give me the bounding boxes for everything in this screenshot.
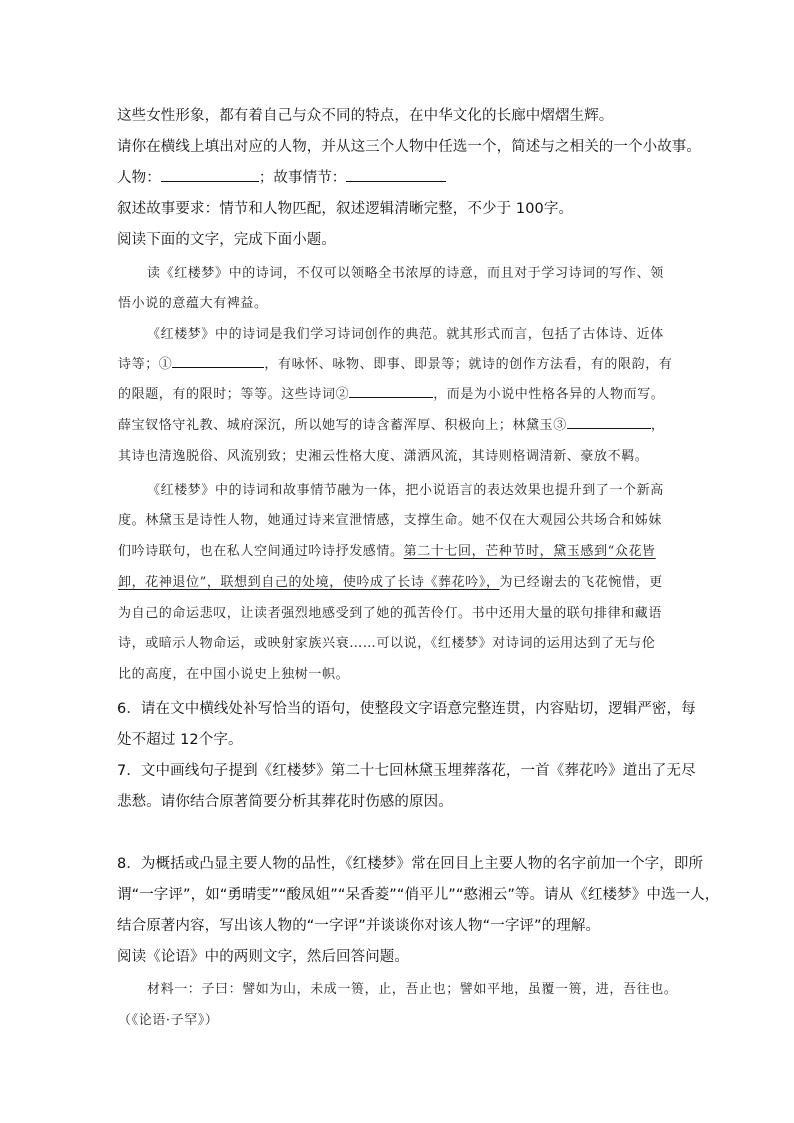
passage-p3-line-7: 比的高度，在中国小说史上独树一帜。 bbox=[118, 667, 350, 682]
question-6-line-2: 处不超过 12个字。 bbox=[117, 732, 243, 748]
question-8-line-1: 8．为概括或凸显主要人物的品性，《红楼梦》常在回目上主要人物的名字前加一个字，即所 bbox=[117, 856, 704, 872]
requirement-line: 叙述故事要求：情节和人物匹配，叙述逻辑清晰完整，不少于 100字。 bbox=[117, 201, 574, 217]
passage-p3-line-4 bbox=[118, 571, 663, 590]
material-1-line-1: 材料一：子曰：譬如为山，未成一篑，止，吾止也；譬如平地，虽覆一篑，进，吾往也。 bbox=[147, 982, 678, 997]
question-7-line-1: 7．文中画线句子提到《红楼梦》第二十七回林黛玉埋葬落花，一首《葬花吟》道出了无尽 bbox=[117, 763, 696, 779]
material-1-source: （《论语·子罕》） bbox=[118, 1013, 219, 1028]
passage-p3-line-2: 度。林黛玉是诗性人物，她通过诗来宣泄情感，支撑生命。她不仅在大观园公共场合和姊妹 bbox=[118, 513, 663, 528]
passage-p3-line-3 bbox=[118, 540, 656, 559]
question-7-line-2: 悲愁。请你结合原著简要分析其葬花时伤感的原因。 bbox=[117, 794, 453, 810]
passage-p1-line-1: 读《红楼梦》中的诗词，不仅可以领略全书浓厚的诗意，而且对于学习诗词的写作、领 bbox=[147, 266, 664, 281]
story-label: ；故事情节： bbox=[258, 170, 347, 186]
person-blank[interactable] bbox=[161, 167, 259, 182]
passage-p1-line-2: 悟小说的意蕴大有裨益。 bbox=[118, 296, 268, 311]
passage-p3-line-1: 《红楼梦》中的诗词和故事情节融为一体，把小说语言的表达效果也提升到了一个新高 bbox=[147, 483, 664, 498]
passage-p2-line-4 bbox=[118, 414, 664, 433]
passage-p2-line-5: 其诗也清逸脱俗、风流别致；史湘云性格大度、潇洒风流，其诗则格调清新、豪放不羁。 bbox=[118, 449, 649, 464]
passage-p3-line-6: 诗，或暗示人物命运，或映射家族兴衰……可以说，《红楼梦》对诗词的运用达到了无与伦 bbox=[118, 636, 656, 651]
question-8-line-2: 谓“一字评”，如“勇晴雯”“酸凤姐”“呆香菱”“俏平儿”“憨湘云”等。请从《红楼梦》中选一人， bbox=[117, 887, 720, 903]
text-segment: 为已经谢去的飞花惋惜，更 bbox=[499, 575, 663, 590]
read-prompt-2: 阅读《论语》中的两则文字，然后回答问题。 bbox=[117, 949, 409, 965]
intro-line-1: 这些女性形象，都有着自己与众不同的特点，在中华文化的长廊中熠熠生辉。 bbox=[117, 108, 614, 124]
text-segment: 薛宝钗恪守礼教、城府深沉，所以她写的诗含蓄浑厚、积极向上；林黛玉③ bbox=[118, 418, 567, 433]
text-segment: 们吟诗联句，也在私人空间通过吟诗抒发感情。 bbox=[118, 544, 404, 559]
text-segment: ， bbox=[650, 418, 665, 433]
passage-p2-line-1: 《红楼梦》中的诗词是我们学习诗词创作的典范。就其形式而言，包括了古体诗、近体 bbox=[147, 327, 664, 342]
story-blank[interactable] bbox=[346, 167, 446, 182]
text-segment: ，而是为小说中性格各异的人物而写。 bbox=[433, 387, 665, 402]
blank-2[interactable] bbox=[349, 383, 433, 398]
underlined-sentence: 第二十七回，芒种节时，黛玉感到“众花皆 bbox=[403, 544, 656, 559]
underlined-sentence: 卸，花神退位”，联想到自己的处境，使吟成了长诗《葬花吟》， bbox=[118, 575, 500, 590]
blank-3[interactable] bbox=[567, 414, 651, 429]
intro-line-2: 请你在横线上填出对应的人物，并从这三个人物中任选一个，简述与之相关的一个小故事。 bbox=[117, 139, 701, 155]
question-6-line-1: 6．请在文中横线处补写恰当的语句，使整段文字语意完整连贯，内容贴切，逻辑严密，每 bbox=[117, 701, 696, 717]
passage-p3-line-5: 为自己的命运悲叹，让读者强烈地感受到了她的孤苦伶仃。书中还用大量的联句排律和藏语 bbox=[118, 606, 663, 621]
passage-p2-line-2 bbox=[118, 353, 672, 372]
person-label: 人物： bbox=[117, 170, 161, 186]
person-story-line bbox=[117, 166, 446, 187]
text-segment: 诗等；① bbox=[118, 357, 173, 372]
text-segment: 的限题，有的限时；等等。这些诗词② bbox=[118, 387, 350, 402]
read-prompt: 阅读下面的文字，完成下面小题。 bbox=[117, 232, 336, 248]
blank-1[interactable] bbox=[172, 353, 264, 368]
question-8-line-3: 结合原著内容，写出该人物的“一字评”并谈谈你对该人物“一字评”的理解。 bbox=[117, 918, 601, 934]
text-segment: ，有咏怀、咏物、即事、即景等；就诗的创作方法看，有的限韵，有 bbox=[264, 357, 673, 372]
passage-p2-line-3 bbox=[118, 383, 664, 402]
